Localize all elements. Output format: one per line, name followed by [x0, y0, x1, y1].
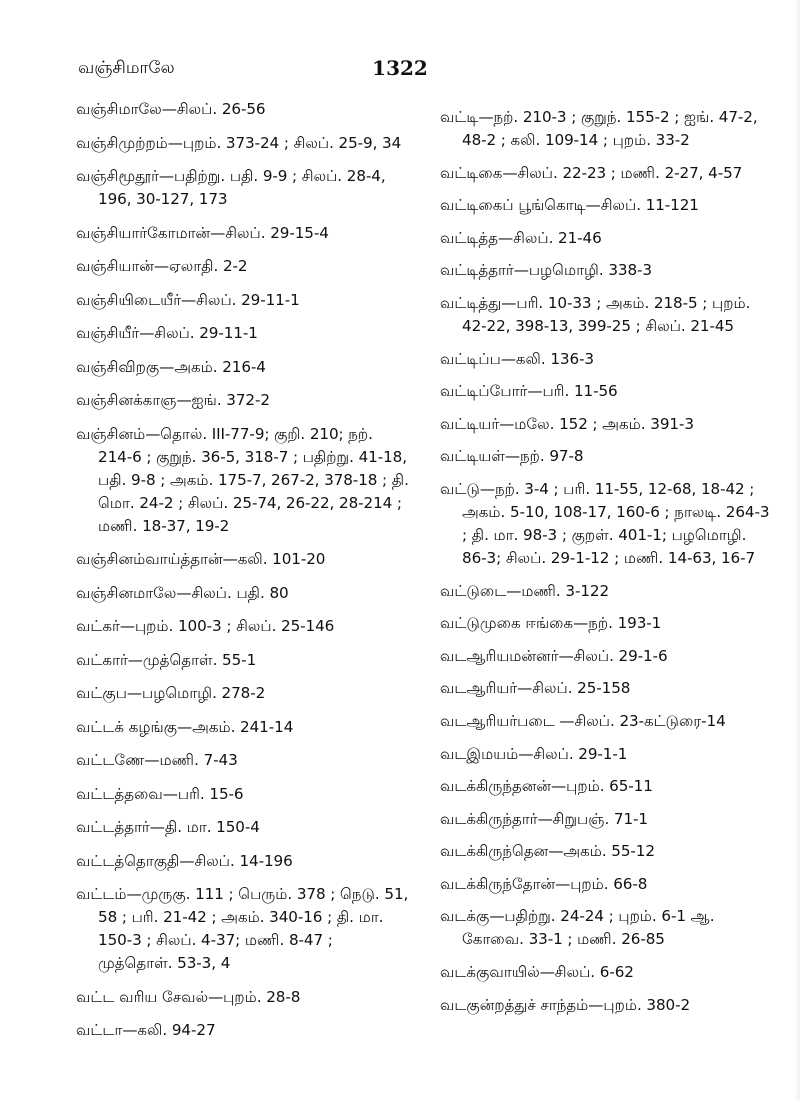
index-entry: வடஆரியர்படை —சிலப். 23-கட்டுரை-14: [440, 711, 726, 730]
index-entry: வஞ்சினக்காஞ—ஐங். 372-2: [76, 391, 270, 409]
index-entry: வட்டியள்—நற். 97-8: [440, 447, 584, 466]
index-entry: வட்கார்—முத்தொள். 55-1: [76, 650, 257, 669]
index-entry: வஞ்சினம்—தொல். III-77-9; குறி. 210; நற். 214-6 ; குறுந். 36-5, 318-7 ; பதிற்று. 41-18, பதி. 9-8 ; அகம். 175-7, 267-2, 378-18 ; தி. மொ. 24-2 ; சிலப். 25-74, 26-22, 28-214 ; மணி. 18-37, 19-2: [76, 424, 409, 535]
index-entry: வட்டணே—மணி. 7-43: [76, 751, 238, 769]
index-entry: வட்டா—கலி. 94-27: [76, 1021, 216, 1039]
index-entry: வட்டிகைப் பூங்கொடி—சிலப். 11-121: [440, 196, 699, 215]
page-number: 1322: [372, 56, 428, 80]
index-entry: வஞ்சினமாலே—சிலப். பதி. 80: [76, 583, 289, 602]
left-column: [76, 98, 411, 1053]
index-entry: வஞ்சிமூதூர்—பதிற்று. பதி. 9-9 ; சிலப். 28-4, 196, 30-127, 173: [76, 167, 386, 208]
index-entry: வட்டத்தவை—பரி. 15-6: [76, 784, 244, 803]
index-entry: வட்டு—நற். 3-4 ; பரி. 11-55, 12-68, 18-42 ; அகம். 5-10, 108-17, 160-6 ; நாலடி. 264-3 ; தி. மா. 98-3 ; குறள். 401-1; பழமொழி. 86-3; சிலப். 29-1-12 ; மணி. 14-63, 16-7: [440, 479, 770, 567]
index-entry: வடகுன்றத்துச் சாந்தம்—புறம். 380-2: [440, 995, 691, 1014]
index-entry: வடஆரியமன்னர்—சிலப். 29-1-6: [440, 646, 668, 665]
index-entry: வஞ்சியீர்—சிலப். 29-11-1: [76, 324, 258, 342]
index-entry: வட்டத்தொகுதி—சிலப். 14-196: [76, 851, 293, 870]
index-entry: வட்டித்து—பரி. 10-33 ; அகம். 218-5 ; புறம். 42-22, 398-13, 399-25 ; சிலப். 21-45: [440, 293, 751, 335]
index-entry: வட்டி—நற். 210-3 ; குறுந். 155-2 ; ஐங். 47-2, 48-2 ; கலி. 109-14 ; புறம். 33-2: [440, 108, 758, 149]
index-entry: வடஆரியர்—சிலப். 25-158: [440, 679, 631, 698]
index-entry: வட்டம்—முருகு. 111 ; பெரும். 378 ; நெடு. 51, 58 ; பரி. 21-42 ; அகம். 340-16 ; தி. மா. 150-3 ; சிலப். 4-37; மணி. 8-47 ; முத்தொள். 53-3, 4: [76, 885, 409, 972]
index-entry: வட்குப—பழமொழி. 278-2: [76, 684, 266, 702]
index-entry: வஞ்சியார்கோமான்—சிலப். 29-15-4: [76, 223, 329, 242]
index-entry: வட்டத்தார்—தி. மா. 150-4: [76, 818, 260, 836]
index-entry: வட்டிப்போர்—பரி. 11-56: [440, 382, 618, 401]
index-entry: வஞ்சிவிறகு—அகம். 216-4: [76, 357, 266, 376]
index-entry: வட்டக் கழங்கு—அகம். 241-14: [76, 717, 294, 736]
index-entry: வட்டித்தார்—பழமொழி. 338-3: [440, 261, 652, 280]
right-column: [440, 106, 770, 1026]
index-entry: வட்கர்—புறம். 100-3 ; சிலப். 25-146: [76, 617, 335, 635]
index-entry: வடக்கு—பதிற்று. 24-24 ; புறம். 6-1 ஆ. கோவை. 33-1 ; மணி. 26-85: [440, 907, 715, 949]
index-entry: வட்டுடை—மணி. 3-122: [440, 581, 610, 600]
index-entry: வட்டித்த—சிலப். 21-46: [440, 228, 602, 247]
index-entry: வட்டுமுகை ஈங்கை—நற். 193-1: [440, 614, 662, 633]
page-edge: [794, 0, 800, 1100]
index-entry: வட்டிகை—சிலப். 22-23 ; மணி. 2-27, 4-57: [440, 163, 743, 182]
index-entry: வடஇமயம்—சிலப். 29-1-1: [440, 744, 628, 763]
index-entry: வஞ்சியான்—ஏலாதி. 2-2: [76, 257, 248, 275]
index-entry: வட்ட வரிய சேவல்—புறம். 28-8: [76, 987, 301, 1006]
index-entry: வஞ்சிமுற்றம்—புறம். 373-24 ; சிலப். 25-9, 34: [76, 133, 402, 152]
index-entry: வஞ்சியிடையீர்—சிலப். 29-11-1: [76, 290, 300, 309]
index-entry: வடக்குவாயில்—சிலப். 6-62: [440, 963, 634, 982]
index-entry: வட்டிப்ப—கலி. 136-3: [440, 349, 594, 368]
index-entry: வடக்கிருந்தார்—சிறுபஞ். 71-1: [440, 809, 648, 828]
index-entry: வடக்கிருந்தனன்—புறம். 65-11: [440, 777, 653, 796]
index-entry: வட்டியர்—மலே. 152 ; அகம். 391-3: [440, 414, 694, 433]
index-entry: வஞ்சினம்வாய்த்தான்—கலி. 101-20: [76, 550, 326, 568]
index-entry: வடக்கிருந்தென—அகம். 55-12: [440, 842, 655, 861]
index-entry: வடக்கிருந்தோன்—புறம். 66-8: [440, 874, 648, 893]
running-head: வஞ்சிமாலே: [78, 58, 175, 78]
index-entry: வஞ்சிமாலே—சிலப். 26-56: [76, 100, 266, 118]
